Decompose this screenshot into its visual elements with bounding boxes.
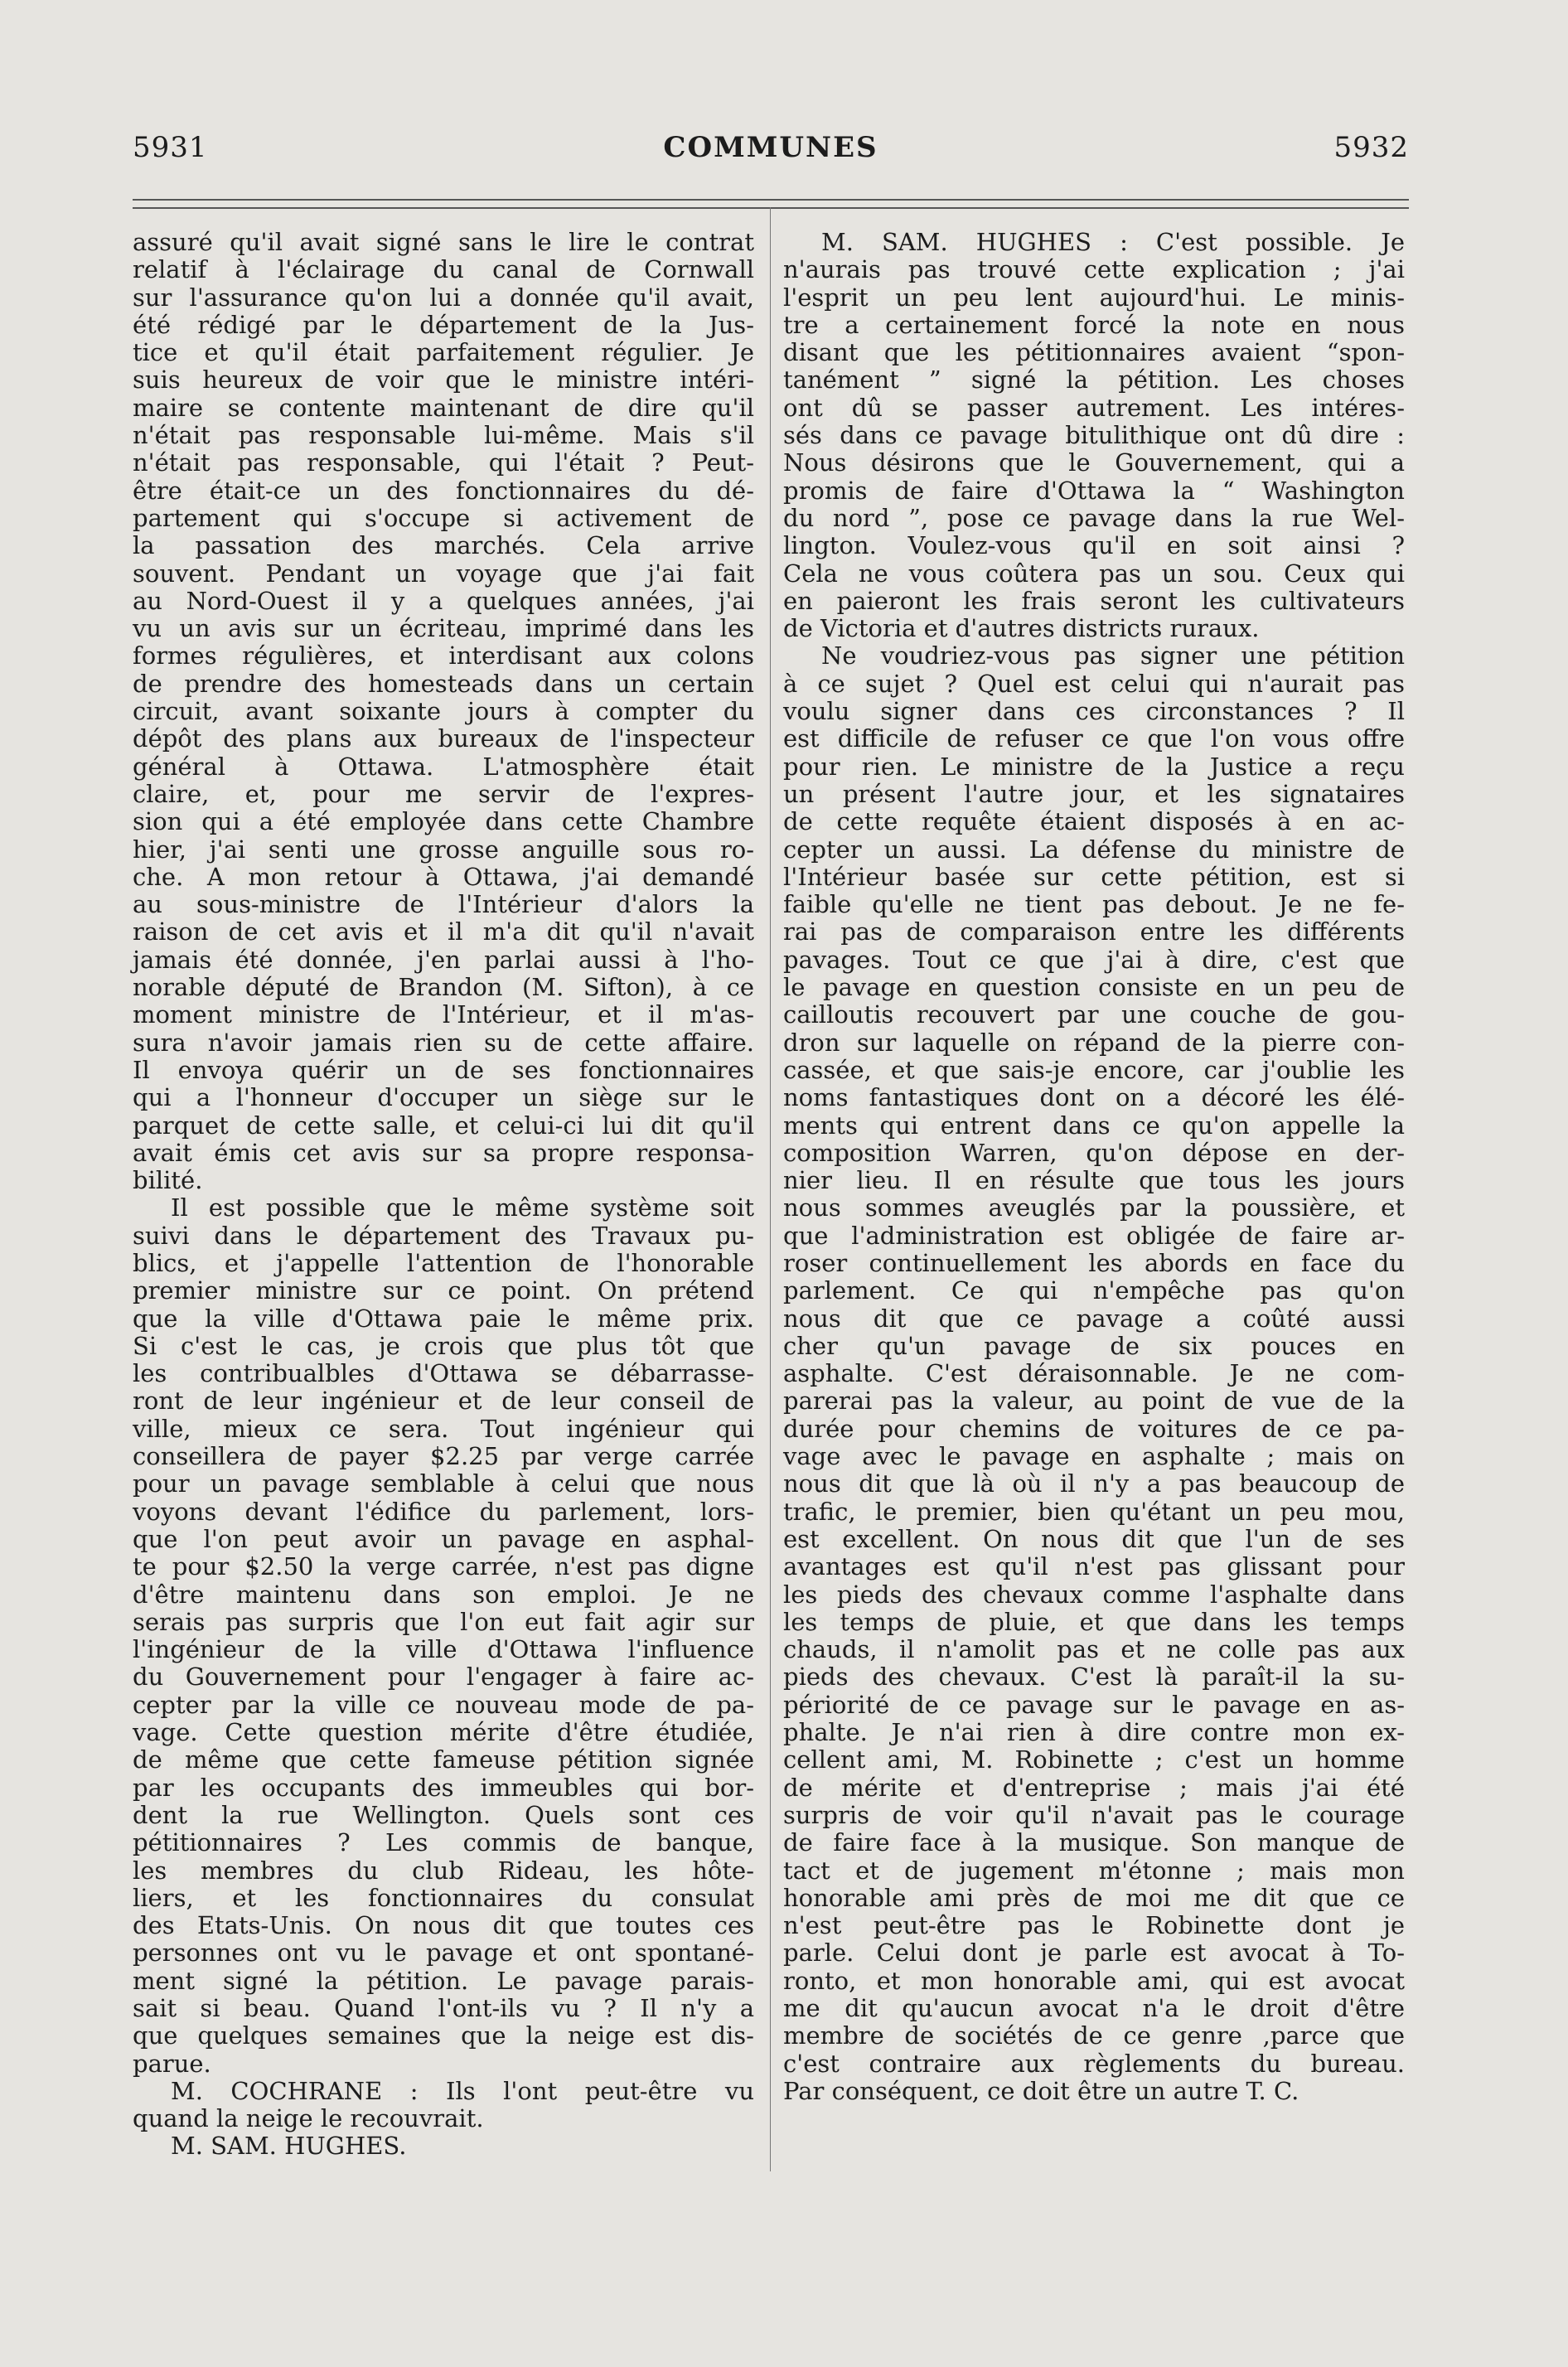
text-line: cepter un aussi. La défense du ministre de: [783, 835, 1405, 864]
text-line: formes régulières, et interdisant aux colons: [133, 641, 754, 670]
text-line: voyons devant l'édifice du parlement, lors-: [133, 1497, 754, 1526]
text-line: vage avec le pavage en asphalte ; mais on: [783, 1442, 1405, 1471]
text-line: durée pour chemins de voitures de ce pa-: [783, 1414, 1405, 1443]
text-line: faible qu'elle ne tient pas debout. Je ne fe-: [783, 890, 1405, 919]
text-line: sait si beau. Quand l'ont-ils vu ? Il n'y a: [133, 1994, 754, 2022]
text-line: n'est peut-être pas le Robinette dont je: [783, 1911, 1405, 1940]
text-line: me dit qu'aucun avocat n'a le droit d'être: [783, 1994, 1405, 2022]
text-line: M. SAM. HUGHES : C'est possible. Je: [821, 228, 1405, 256]
text-line: lington. Voulez-vous qu'il en soit ainsi ?: [783, 531, 1405, 560]
text-line: de faire face à la musique. Son manque de: [783, 1828, 1405, 1857]
text-line: de cette requête étaient disposés à en ac-: [783, 807, 1405, 836]
text-line: parue.: [133, 2049, 211, 2078]
text-line: parquet de cette salle, et celui-ci lui dit qu'il: [133, 1111, 754, 1140]
text-line: n'était pas responsable lui-même. Mais s'il: [133, 421, 754, 450]
text-line: chauds, il n'amolit pas et ne colle pas aux: [783, 1635, 1405, 1664]
text-line: Si c'est le cas, je crois que plus tôt que: [133, 1331, 754, 1360]
text-line: en paieront les frais seront les cultivateurs: [783, 586, 1405, 615]
text-line: M. COCHRANE : Ils l'ont peut-être vu: [171, 2076, 754, 2105]
text-line: ment signé la pétition. Le pavage parais-: [133, 1966, 754, 1995]
text-line: d'être maintenu dans son emploi. Je ne: [133, 1580, 754, 1609]
text-line: tre a certainement forcé la note en nous: [783, 310, 1405, 339]
text-line: de prendre des homesteads dans un certain: [133, 669, 754, 698]
text-line: nous dit que là où il n'y a pas beaucoup de: [783, 1469, 1405, 1498]
text-line: de Victoria et d'autres districts ruraux.: [783, 614, 1260, 643]
text-line: roser continuellement les abords en face du: [783, 1248, 1405, 1277]
text-line: du nord ”, pose ce pavage dans la rue Wel-: [783, 503, 1405, 532]
text-line: l'Intérieur basée sur cette pétition, est si: [783, 862, 1405, 891]
text-line: asphalte. C'est déraisonnable. Je ne com-: [783, 1359, 1405, 1388]
text-line: suis heureux de voir que le ministre intéri-: [133, 365, 754, 394]
text-line: la passation des marchés. Cela arrive: [133, 531, 754, 560]
text-line: cher qu'un pavage de six pouces en: [783, 1331, 1405, 1360]
text-line: partement qui s'occupe si activement de: [133, 503, 754, 532]
text-line: qui a l'honneur d'occuper un siège sur le: [133, 1083, 754, 1112]
text-line: est excellent. On nous dit que l'un de ses: [783, 1524, 1405, 1553]
text-line: maire se contente maintenant de dire qu'il: [133, 393, 754, 422]
text-line: nier lieu. Il en résulte que tous les jours: [783, 1166, 1405, 1195]
text-line: vu un avis sur un écriteau, imprimé dans les: [133, 614, 754, 643]
text-line: le pavage en question consiste en un peu de: [783, 973, 1405, 1002]
text-line: Il est possible que le même système soit: [171, 1193, 754, 1222]
text-line: ments qui entrent dans ce qu'on appelle la: [783, 1111, 1405, 1140]
text-line: dron sur laquelle on répand de la pierre con-: [783, 1028, 1405, 1057]
text-line: honorable ami près de moi me dit que ce: [783, 1883, 1405, 1912]
text-line: premier ministre sur ce point. On prétend: [133, 1276, 754, 1305]
text-line: vage. Cette question mérite d'être étudiée,: [133, 1718, 754, 1747]
text-line: cailloutis recouvert par une couche de gou-: [783, 1000, 1405, 1029]
text-line: Par conséquent, ce doit être un autre T. C.: [783, 2076, 1299, 2105]
text-line: des Etats-Unis. On nous dit que toutes ces: [133, 1911, 754, 1940]
text-line: assuré qu'il avait signé sans le lire le contrat: [133, 228, 754, 256]
text-line: bilité.: [133, 1166, 203, 1195]
text-line: cassée, et que sais-je encore, car j'oublie les: [783, 1055, 1405, 1084]
text-line: Ne voudriez-vous pas signer une pétition: [821, 641, 1405, 670]
text-line: au Nord-Ouest il y a quelques années, j'ai: [133, 586, 754, 615]
text-line: ront de leur ingénieur et de leur conseil de: [133, 1387, 754, 1416]
text-line: ville, mieux ce sera. Tout ingénieur qui: [133, 1414, 754, 1443]
text-line: claire, et, pour me servir de l'expres-: [133, 779, 754, 808]
text-line: sur l'assurance qu'on lui a donnée qu'il avait,: [133, 283, 754, 312]
left-column: [133, 229, 754, 2161]
text-line: que l'administration est obligée de faire ar-: [783, 1221, 1405, 1250]
text-line: raison de cet avis et il m'a dit qu'il n'avait: [133, 917, 754, 946]
text-line: les contribualbles d'Ottawa se débarrasse-: [133, 1359, 754, 1388]
text-line: dent la rue Wellington. Quels sont ces: [133, 1800, 754, 1829]
text-line: nous sommes aveuglés par la poussière, et: [783, 1193, 1405, 1222]
text-line: du Gouvernement pour l'engager à faire ac-: [133, 1663, 754, 1692]
text-line: Cela ne vous coûtera pas un sou. Ceux qui: [783, 559, 1405, 588]
text-line: blics, et j'appelle l'attention de l'honorable: [133, 1248, 754, 1277]
left-page-number: 5931: [133, 131, 208, 164]
text-line: pétitionnaires ? Les commis de banque,: [133, 1828, 754, 1857]
right-column: [783, 229, 1405, 2105]
text-line: que quelques semaines que la neige est dis-: [133, 2021, 754, 2050]
text-line: un présent l'autre jour, et les signataires: [783, 779, 1405, 808]
text-line: de même que cette fameuse pétition signée: [133, 1745, 754, 1774]
text-line: être était-ce un des fonctionnaires du dé-: [133, 476, 754, 505]
text-line: été rédigé par le département de la Jus-: [133, 310, 754, 339]
running-title: COMMUNES: [663, 131, 878, 164]
text-line: souvent. Pendant un voyage que j'ai fait: [133, 559, 754, 588]
text-line: avantages est qu'il n'est pas glissant pour: [783, 1552, 1405, 1581]
text-line: dépôt des plans aux bureaux de l'inspecteur: [133, 724, 754, 753]
text-line: ronto, et mon honorable ami, qui est avocat: [783, 1966, 1405, 1995]
column-divider: [770, 207, 771, 2171]
text-line: au sous-ministre de l'Intérieur d'alors la: [133, 890, 754, 919]
text-line: te pour $2.50 la verge carrée, n'est pas digne: [133, 1552, 754, 1581]
text-line: général à Ottawa. L'atmosphère était: [133, 752, 754, 781]
text-line: relatif à l'éclairage du canal de Cornwall: [133, 255, 754, 284]
text-line: c'est contraire aux règlements du bureau.: [783, 2049, 1405, 2078]
text-line: pour un pavage semblable à celui que nous: [133, 1469, 754, 1498]
text-line: pour rien. Le ministre de la Justice a reçu: [783, 752, 1405, 781]
text-line: norable député de Brandon (M. Sifton), à ce: [133, 973, 754, 1002]
text-line: tanément ” signé la pétition. Les choses: [783, 365, 1405, 394]
text-line: que l'on peut avoir un pavage en asphal-: [133, 1524, 754, 1553]
text-line: parerai pas la valeur, au point de vue de la: [783, 1387, 1405, 1416]
text-line: quand la neige le recouvrait.: [133, 2104, 484, 2133]
text-line: Nous désirons que le Gouvernement, qui a: [783, 448, 1405, 477]
text-line: conseillera de payer $2.25 par verge carrée: [133, 1442, 754, 1471]
text-line: périorité de ce pavage sur le pavage en as-: [783, 1690, 1405, 1719]
text-line: par les occupants des immeubles qui bor-: [133, 1773, 754, 1802]
text-line: trafic, le premier, bien qu'étant un peu mou,: [783, 1497, 1405, 1526]
text-line: che. A mon retour à Ottawa, j'ai demandé: [133, 862, 754, 891]
text-line: membre de sociétés de ce genre ,parce que: [783, 2021, 1405, 2050]
text-line: avait émis cet avis sur sa propre responsa-: [133, 1138, 754, 1167]
text-line: est difficile de refuser ce que l'on vous offre: [783, 724, 1405, 753]
text-line: ont dû se passer autrement. Les intéres-: [783, 393, 1405, 422]
page-header: [133, 131, 1409, 181]
text-line: que la ville d'Ottawa paie le même prix.: [133, 1304, 754, 1333]
text-line: surpris de voir qu'il n'avait pas le courage: [783, 1800, 1405, 1829]
text-line: n'aurais pas trouvé cette explication ; j'ai: [783, 255, 1405, 284]
text-line: liers, et les fonctionnaires du consulat: [133, 1883, 754, 1912]
text-line: pavages. Tout ce que j'ai à dire, c'est que: [783, 945, 1405, 974]
text-line: les membres du club Rideau, les hôte-: [133, 1856, 754, 1885]
text-line: jamais été donnée, j'en parlai aussi à l'ho-: [133, 945, 754, 974]
text-line: sés dans ce pavage bitulithique ont dû dire :: [783, 421, 1405, 450]
text-line: sion qui a été employée dans cette Chambre: [133, 807, 754, 836]
text-line: composition Warren, qu'on dépose en der-: [783, 1138, 1405, 1167]
text-line: Il envoya quérir un de ses fonctionnaires: [133, 1055, 754, 1084]
text-line: rai pas de comparaison entre les différents: [783, 917, 1405, 946]
text-line: à ce sujet ? Quel est celui qui n'aurait pas: [783, 669, 1405, 698]
text-line: moment ministre de l'Intérieur, et il m'as-: [133, 1000, 754, 1029]
text-line: M. SAM. HUGHES.: [171, 2132, 407, 2161]
text-line: de mérite et d'entreprise ; mais j'ai été: [783, 1773, 1405, 1802]
text-line: voulu signer dans ces circonstances ? Il: [783, 697, 1405, 726]
text-line: tice et qu'il était parfaitement régulier. Je: [133, 338, 754, 367]
text-line: cellent ami, M. Robinette ; c'est un homme: [783, 1745, 1405, 1774]
text-line: personnes ont vu le pavage et ont spontané-: [133, 1939, 754, 1968]
text-line: noms fantastiques dont on a décoré les élé-: [783, 1083, 1405, 1112]
header-rule-top: [133, 199, 1409, 201]
text-line: nous dit que ce pavage a coûté aussi: [783, 1304, 1405, 1333]
header-rule-bottom: [133, 207, 1409, 209]
text-line: les temps de pluie, et que dans les temps: [783, 1607, 1405, 1636]
text-line: phalte. Je n'ai rien à dire contre mon ex-: [783, 1718, 1405, 1747]
text-line: suivi dans le département des Travaux pu-: [133, 1221, 754, 1250]
right-page-number: 5932: [1333, 131, 1409, 164]
text-line: promis de faire d'Ottawa la “ Washington: [783, 476, 1405, 505]
text-line: sura n'avoir jamais rien su de cette affaire.: [133, 1028, 754, 1057]
text-line: cepter par la ville ce nouveau mode de pa-: [133, 1690, 754, 1719]
text-line: les pieds des chevaux comme l'asphalte dans: [783, 1580, 1405, 1609]
text-line: parlement. Ce qui n'empêche pas qu'on: [783, 1276, 1405, 1305]
text-line: disant que les pétitionnaires avaient “spon-: [783, 338, 1405, 367]
text-line: pieds des chevaux. C'est là paraît-il la su-: [783, 1663, 1405, 1692]
text-line: hier, j'ai senti une grosse anguille sous ro-: [133, 835, 754, 864]
text-line: serais pas surpris que l'on eut fait agir sur: [133, 1607, 754, 1636]
text-line: l'ingénieur de la ville d'Ottawa l'influence: [133, 1635, 754, 1664]
text-line: circuit, avant soixante jours à compter du: [133, 697, 754, 726]
text-line: l'esprit un peu lent aujourd'hui. Le minis-: [783, 283, 1405, 312]
text-line: tact et de jugement m'étonne ; mais mon: [783, 1856, 1405, 1885]
text-line: parle. Celui dont je parle est avocat à To-: [783, 1939, 1405, 1968]
text-line: n'était pas responsable, qui l'était ? Peut-: [133, 448, 754, 477]
